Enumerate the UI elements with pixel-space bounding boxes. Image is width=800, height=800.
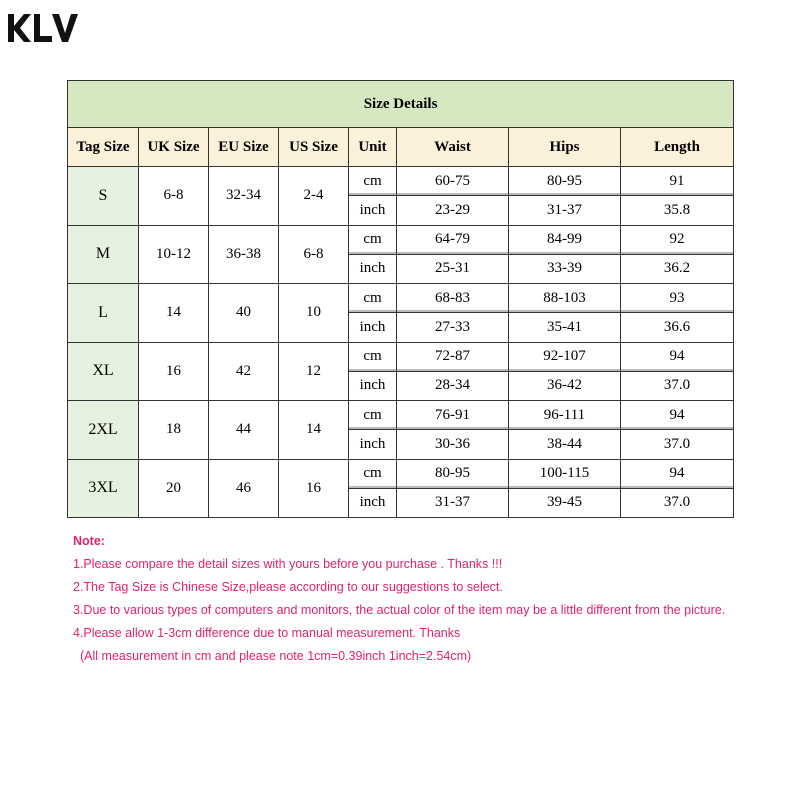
- waist-cell: 28-34: [397, 371, 509, 400]
- hips-cell: 39-45: [509, 488, 621, 517]
- eu-size-cell: 42: [209, 342, 279, 401]
- unit-cell: cm: [349, 459, 397, 488]
- hips-cell: 96-111: [509, 401, 621, 430]
- us-size-cell: 16: [279, 459, 349, 518]
- hips-cell: 88-103: [509, 284, 621, 313]
- us-size-cell: 2-4: [279, 167, 349, 226]
- header-row: [68, 128, 734, 167]
- length-cell: 37.0: [621, 430, 734, 459]
- uk-size-cell: 14: [139, 284, 209, 343]
- eu-size-cell: 36-38: [209, 225, 279, 284]
- unit-cell: inch: [349, 254, 397, 283]
- unit-cell: cm: [349, 284, 397, 313]
- eu-size-cell: 46: [209, 459, 279, 518]
- hips-cell: 31-37: [509, 196, 621, 225]
- tag-size-cell: L: [68, 284, 139, 343]
- column-header-hips: Hips: [509, 128, 621, 167]
- uk-size-cell: 6-8: [139, 167, 209, 226]
- length-cell: 36.2: [621, 254, 734, 283]
- length-cell: 37.0: [621, 488, 734, 517]
- waist-cell: 68-83: [397, 284, 509, 313]
- unit-cell: cm: [349, 342, 397, 371]
- tag-size-cell: S: [68, 167, 139, 226]
- hips-cell: 35-41: [509, 313, 621, 342]
- waist-cell: 30-36: [397, 430, 509, 459]
- us-size-cell: 10: [279, 284, 349, 343]
- eu-size-cell: 40: [209, 284, 279, 343]
- unit-cell: inch: [349, 371, 397, 400]
- length-cell: 93: [621, 284, 734, 313]
- waist-cell: 64-79: [397, 225, 509, 254]
- hips-cell: 100-115: [509, 459, 621, 488]
- column-header-unit: Unit: [349, 128, 397, 167]
- uk-size-cell: 18: [139, 401, 209, 460]
- note-line-2: 2.The Tag Size is Chinese Size,please according to our suggestions to select.: [73, 580, 503, 594]
- table-row: [68, 459, 734, 488]
- note-line-1: 1.Please compare the detail sizes with yours before you purchase . Thanks !!!: [73, 557, 503, 571]
- eu-size-cell: 44: [209, 401, 279, 460]
- notes-section: [73, 534, 793, 663]
- size-details-table: [67, 80, 734, 518]
- unit-cell: inch: [349, 196, 397, 225]
- unit-cell: inch: [349, 430, 397, 459]
- waist-cell: 60-75: [397, 167, 509, 196]
- hips-cell: 38-44: [509, 430, 621, 459]
- hips-cell: 36-42: [509, 371, 621, 400]
- column-header-length: Length: [621, 128, 734, 167]
- uk-size-cell: 10-12: [139, 225, 209, 284]
- length-cell: 37.0: [621, 371, 734, 400]
- length-cell: 94: [621, 342, 734, 371]
- length-cell: 94: [621, 459, 734, 488]
- eu-size-cell: 32-34: [209, 167, 279, 226]
- note-line-3: 3.Due to various types of computers and monitors, the actual color of the item may be a little different from the picture.: [73, 603, 726, 617]
- note-title: Note:: [73, 534, 105, 548]
- column-header-waist: Waist: [397, 128, 509, 167]
- column-header-eu-size: EU Size: [209, 128, 279, 167]
- brand-logo: [8, 12, 78, 44]
- waist-cell: 31-37: [397, 488, 509, 517]
- table-row: [68, 284, 734, 313]
- length-cell: 92: [621, 225, 734, 254]
- hips-cell: 80-95: [509, 167, 621, 196]
- column-header-uk-size: UK Size: [139, 128, 209, 167]
- unit-cell: inch: [349, 313, 397, 342]
- us-size-cell: 12: [279, 342, 349, 401]
- hips-cell: 92-107: [509, 342, 621, 371]
- waist-cell: 80-95: [397, 459, 509, 488]
- length-cell: 91: [621, 167, 734, 196]
- table-body: [68, 167, 734, 518]
- tag-size-cell: 2XL: [68, 401, 139, 460]
- unit-cell: cm: [349, 225, 397, 254]
- hips-cell: 33-39: [509, 254, 621, 283]
- klv-logo-icon: [8, 12, 78, 44]
- table-row: [68, 342, 734, 371]
- table-row: [68, 225, 734, 254]
- tag-size-cell: XL: [68, 342, 139, 401]
- unit-cell: cm: [349, 167, 397, 196]
- note-line-4: 4.Please allow 1-3cm difference due to manual measurement. Thanks: [73, 626, 461, 640]
- us-size-cell: 14: [279, 401, 349, 460]
- waist-cell: 25-31: [397, 254, 509, 283]
- length-cell: 35.8: [621, 196, 734, 225]
- tag-size-cell: 3XL: [68, 459, 139, 518]
- us-size-cell: 6-8: [279, 225, 349, 284]
- uk-size-cell: 16: [139, 342, 209, 401]
- note-measurement: (All measurement in cm and please note 1cm=0.39inch 1inch=2.54cm): [80, 649, 472, 663]
- waist-cell: 27-33: [397, 313, 509, 342]
- unit-cell: cm: [349, 401, 397, 430]
- column-header-tag-size: Tag Size: [68, 128, 139, 167]
- table-row: [68, 167, 734, 196]
- waist-cell: 76-91: [397, 401, 509, 430]
- waist-cell: 23-29: [397, 196, 509, 225]
- tag-size-cell: M: [68, 225, 139, 284]
- table-title: Size Details: [68, 81, 734, 128]
- table-row: [68, 401, 734, 430]
- length-cell: 94: [621, 401, 734, 430]
- column-header-us-size: US Size: [279, 128, 349, 167]
- unit-cell: inch: [349, 488, 397, 517]
- length-cell: 36.6: [621, 313, 734, 342]
- waist-cell: 72-87: [397, 342, 509, 371]
- hips-cell: 84-99: [509, 225, 621, 254]
- uk-size-cell: 20: [139, 459, 209, 518]
